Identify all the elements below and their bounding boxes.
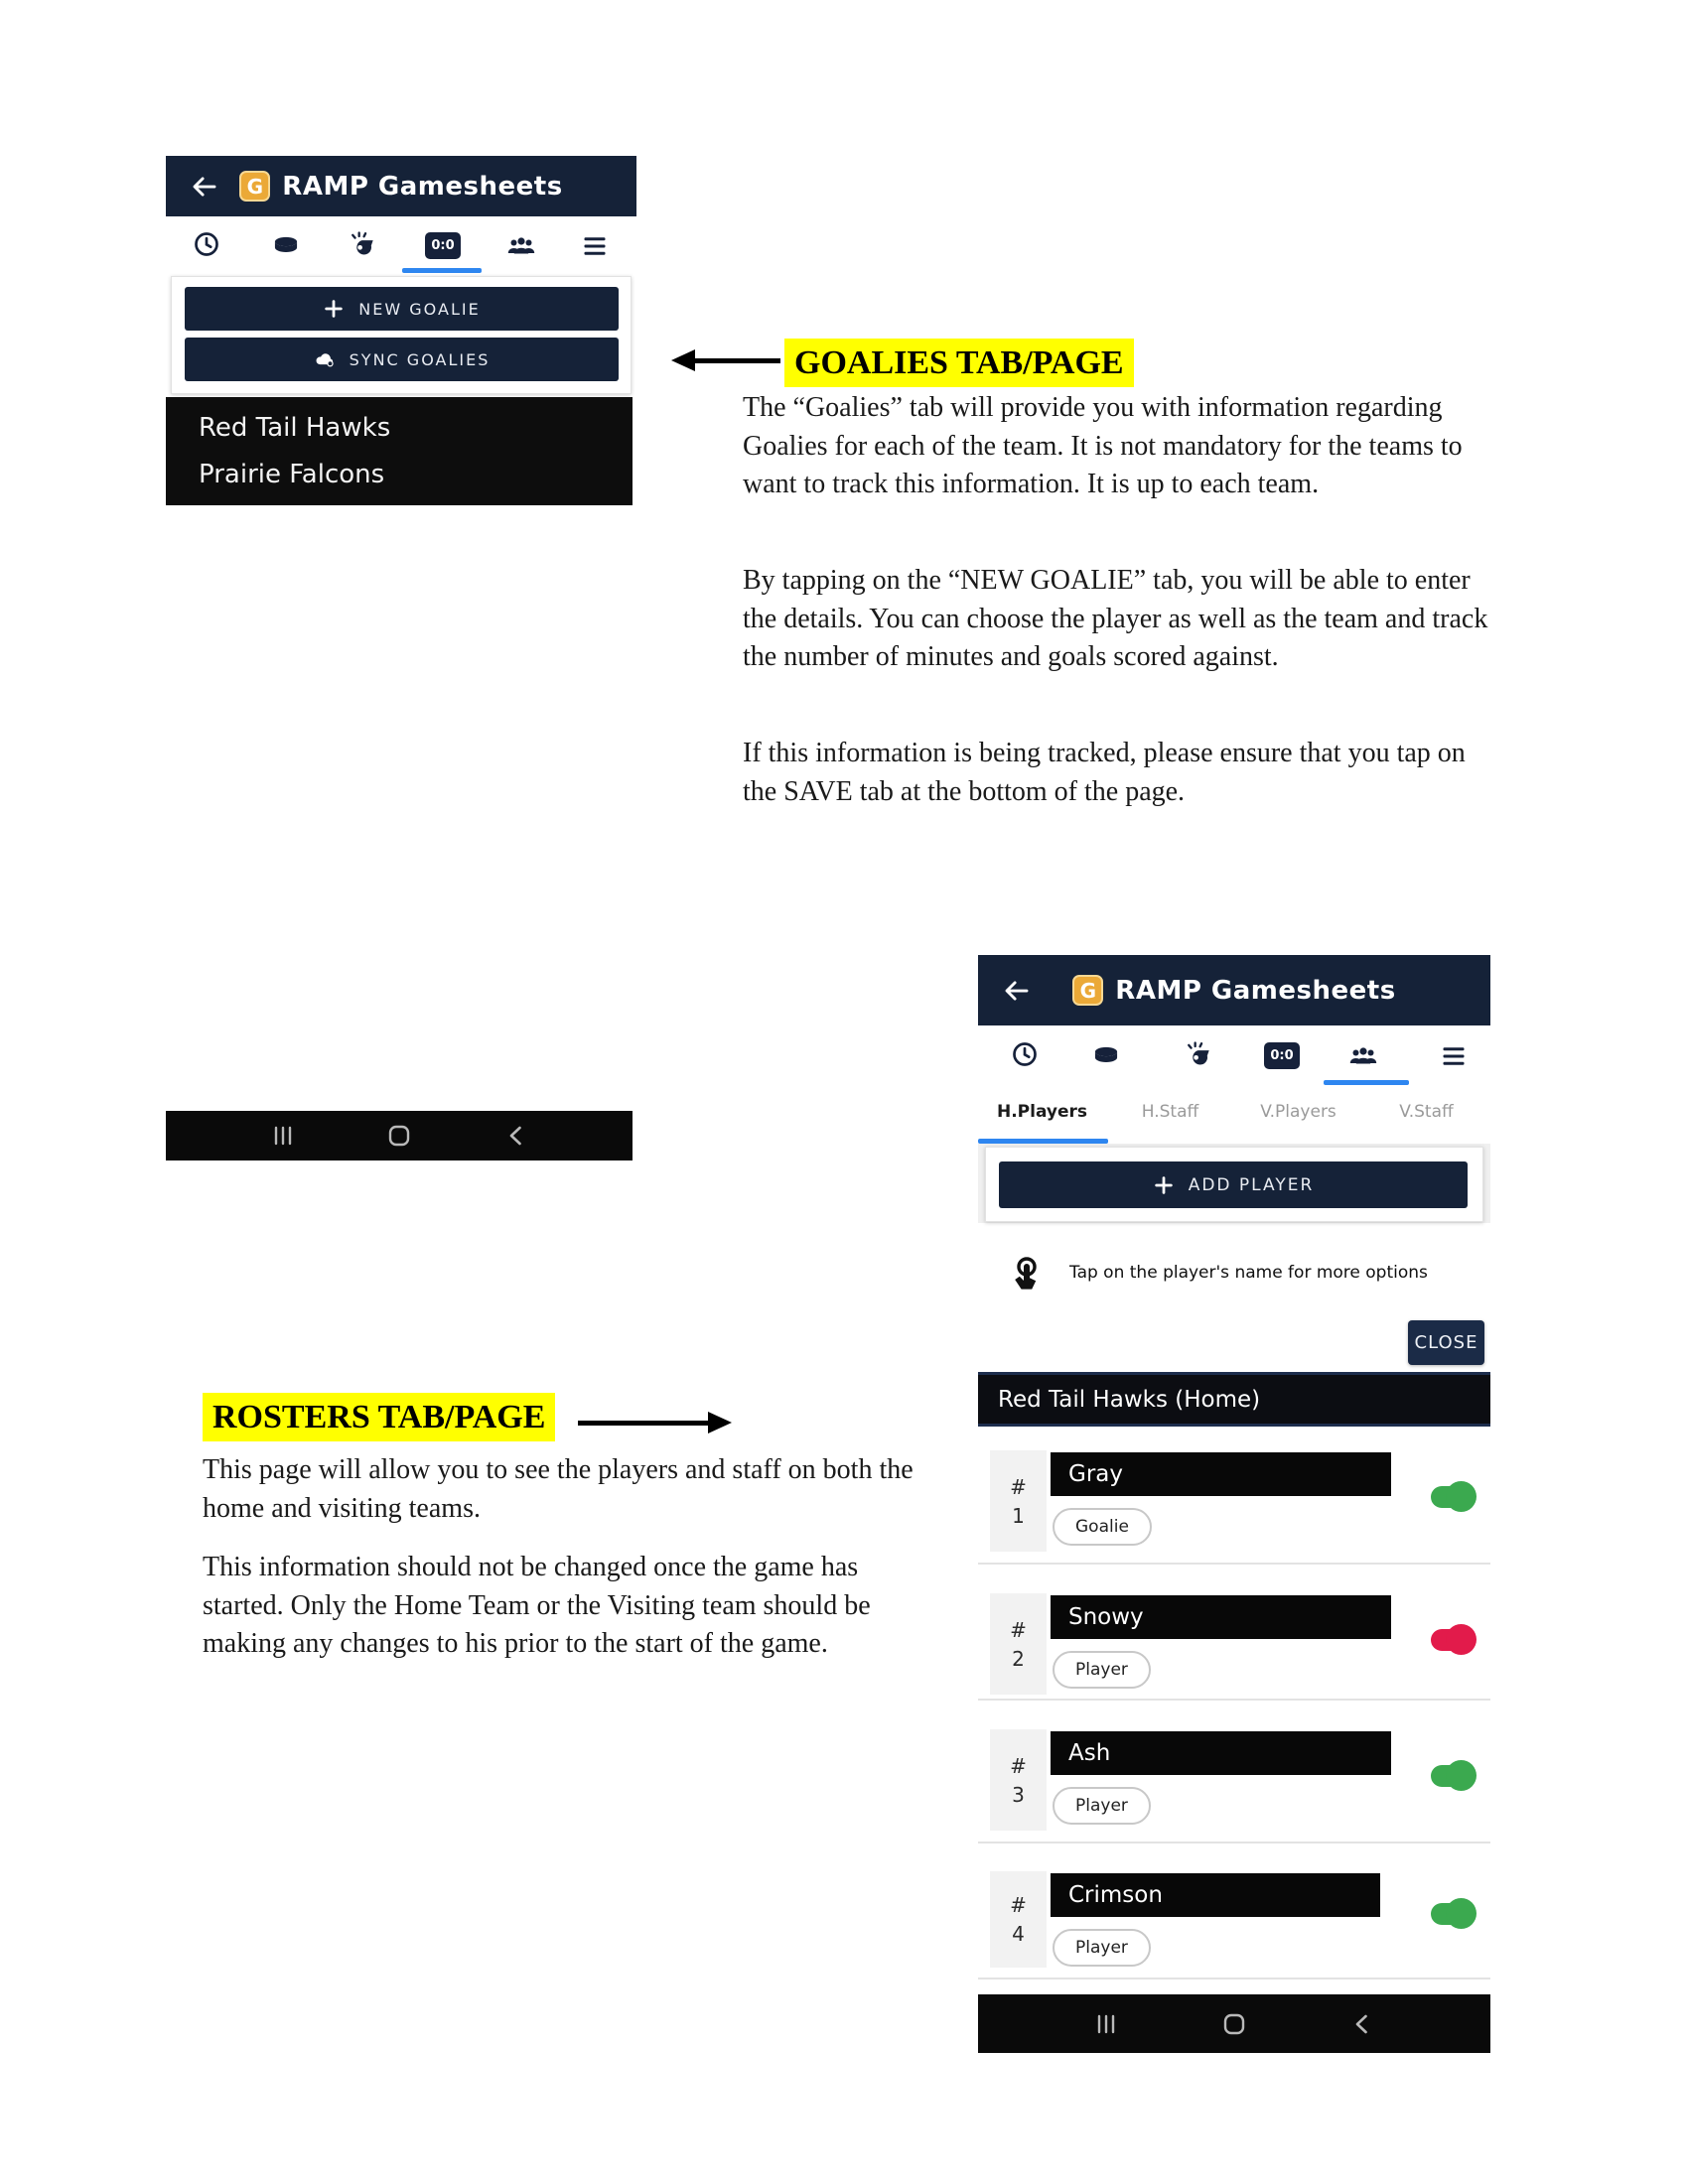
team-list-item-home[interactable]: Red Tail Hawks [199,413,391,444]
cloud-sync-icon [314,348,336,370]
add-player-card [985,1147,1483,1222]
jersey-number-cell [990,1450,1047,1552]
player-active-toggle[interactable] [1431,1903,1469,1925]
jersey-number: 1 [1012,1503,1025,1528]
tab-v-staff[interactable]: V.Staff [1399,1102,1454,1122]
active-tab-underline [402,268,482,273]
screenshot-goalies-tab [166,156,636,505]
whistle-icon[interactable] [1184,1039,1211,1067]
player-role-chip: Player [1053,1787,1151,1825]
rosters-people-icon[interactable] [507,232,535,260]
jersey-number: 4 [1012,1922,1025,1946]
recents-icon[interactable] [1093,2011,1119,2037]
android-navbar-1 [166,1111,633,1160]
add-player-label: ADD PLAYER [1188,1174,1315,1195]
app-title-group [1072,975,1395,1006]
rosters-heading: ROSTERS TAB/PAGE [203,1393,555,1441]
jersey-number: 3 [1012,1782,1025,1807]
app-title: RAMP Gamesheets [1115,975,1396,1006]
goalies-paragraph-2: By tapping on the “NEW GOALIE” tab, you will be able to enter the details. You can choose the player as well as the team and track the number of minutes and goals scored against. [743,565,1488,672]
menu-hamburger-icon[interactable] [1440,1042,1468,1070]
row-divider [978,1563,1490,1565]
app-header [166,156,636,216]
hash-sign: # [1010,1893,1027,1917]
jersey-number-cell [990,1729,1047,1831]
player-row-3[interactable] [978,1729,1490,1831]
player-row-2[interactable] [978,1593,1490,1695]
team-list [166,397,633,505]
toggle-knob [1446,1624,1477,1655]
player-role-chip: Player [1053,1929,1151,1967]
new-goalie-button[interactable] [185,287,619,331]
tab-h-staff[interactable]: H.Staff [1141,1102,1199,1122]
clock-icon[interactable] [193,230,220,258]
player-name[interactable]: Ash [1051,1731,1391,1775]
arrow-head [708,1412,732,1433]
goalies-paragraph-3: If this information is being tracked, please ensure that you tap on the SAVE tab at the bottom of the page. [743,738,1466,807]
jersey-number-cell [990,1593,1047,1695]
hash-sign: # [1010,1753,1027,1778]
player-row-4[interactable] [978,1871,1490,1973]
app-title-group [239,171,562,202]
recents-icon[interactable] [270,1123,296,1149]
sync-goalies-button[interactable] [185,338,619,381]
ramp-logo: G [239,171,270,202]
tab-v-players[interactable]: V.Players [1260,1102,1336,1122]
new-goalie-label: NEW GOALIE [358,299,481,319]
row-divider [978,1978,1490,1979]
app-icon-tabs [166,216,636,276]
back-nav-icon[interactable] [503,1123,529,1149]
rosters-people-icon[interactable] [1349,1042,1377,1070]
player-name[interactable]: Gray [1051,1452,1391,1496]
puck-icon[interactable] [272,231,300,259]
plus-icon [1153,1174,1175,1196]
jersey-number-cell [990,1871,1047,1968]
scoreboard-icon[interactable]: 0:0 [1264,1042,1300,1069]
scoreboard-icon[interactable]: 0:0 [425,232,461,259]
goalies-heading: GOALIES TAB/PAGE [784,339,1134,387]
player-active-toggle[interactable] [1431,1486,1469,1508]
clock-icon[interactable] [1011,1040,1039,1068]
team-list-item-visitor[interactable]: Prairie Falcons [199,459,385,489]
app-title: RAMP Gamesheets [282,171,563,202]
player-active-toggle[interactable] [1431,1629,1469,1651]
puck-icon[interactable] [1092,1041,1120,1069]
back-arrow-icon[interactable] [190,172,219,202]
hash-sign: # [1010,1474,1027,1499]
tap-hint-text: Tap on the player's name for more options [1069,1263,1428,1283]
player-name[interactable]: Crimson [1051,1873,1380,1917]
menu-hamburger-icon[interactable] [581,232,609,260]
active-tab-underline [1324,1080,1409,1085]
player-active-toggle[interactable] [1431,1765,1469,1787]
goalies-paragraph-1: The “Goalies” tab will provide you with information regarding Goalies for each of the team. It is not mandatory for the teams to want to track this information. It is up to each team. [743,392,1463,499]
android-navbar-2 [978,1994,1490,2053]
row-divider [978,1842,1490,1843]
hash-sign: # [1010,1617,1027,1642]
arrow-shaft [691,358,780,363]
home-icon[interactable] [1221,2011,1247,2037]
team-header-bar: Red Tail Hawks (Home) [978,1372,1490,1427]
screenshot-rosters-tab [978,955,1490,2053]
player-role-chip: Goalie [1053,1508,1152,1546]
tap-hand-icon [1008,1256,1044,1303]
roster-tabs-row [978,1086,1490,1144]
toggle-knob [1446,1898,1477,1929]
app-header [978,955,1490,1025]
ramp-logo: G [1072,975,1103,1006]
player-row-1[interactable] [978,1450,1490,1552]
app-icon-tabs [978,1025,1490,1086]
rosters-paragraph-1: This page will allow you to see the players and staff on both the home and visiting teams. [203,1454,914,1524]
rosters-paragraph-2: This information should not be changed once the game has started. Only the Home Team or the Visiting team should be making any changes to his prior to the start of the game. [203,1552,871,1659]
goalie-actions-card [171,276,632,394]
back-arrow-icon[interactable] [1002,976,1032,1006]
whistle-icon[interactable] [348,229,375,257]
arrow-shaft [578,1421,712,1426]
row-divider [978,1699,1490,1701]
plus-icon [323,298,345,320]
sync-goalies-label: SYNC GOALIES [349,349,491,369]
player-role-chip: Player [1053,1651,1151,1689]
back-nav-icon[interactable] [1349,2011,1375,2037]
jersey-number: 2 [1012,1646,1025,1671]
arrow-to-goalies-screenshot [671,349,780,372]
add-player-button[interactable] [999,1161,1468,1208]
toggle-knob [1446,1760,1477,1791]
arrow-to-rosters-screenshot [578,1412,732,1434]
close-button[interactable]: CLOSE [1408,1320,1484,1365]
toggle-knob [1446,1481,1477,1512]
home-icon[interactable] [386,1123,412,1149]
player-name[interactable]: Snowy [1051,1595,1391,1639]
tab-h-players[interactable]: H.Players [996,1102,1088,1122]
